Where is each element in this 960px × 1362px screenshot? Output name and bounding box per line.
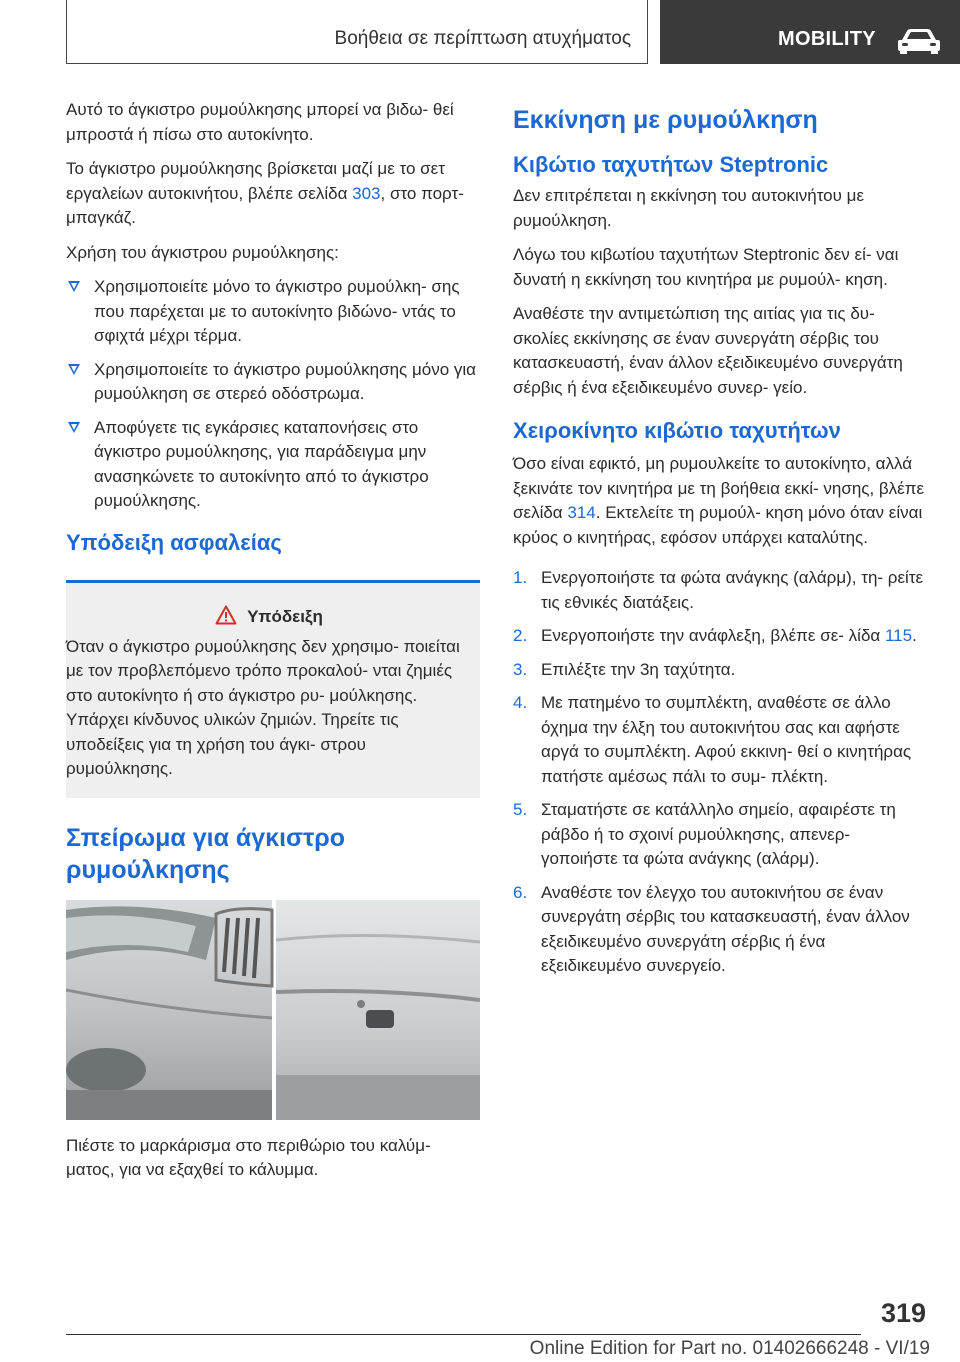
tow-start-heading: Εκκίνηση με ρυμούλκηση [513, 106, 818, 134]
manual-gearbox-paragraph [513, 452, 927, 550]
left-column [66, 98, 480, 1193]
step-number: 3. [513, 659, 528, 679]
intro-paragraph: Αυτό το άγκιστρο ρυμούλκησης μπορεί να βιδω‐ θεί μπροστά ή πίσω στο αυτοκίνητο. [66, 100, 454, 144]
step-text: Αναθέστε τον έλεγχο του αυτοκινήτου σε έναν συνεργάτη σέρβις του κατασκευαστή, έναν άλλον εξειδικευμένο συνεργάτη σέρβις ή ένα εξειδικευμένο συνεργείο. [541, 882, 910, 975]
step-text: Ενεργοποιήστε την ανάφλεξη, βλέπε σε‐ λίδα [541, 626, 885, 645]
car-icon [896, 26, 942, 54]
triangle-bullet-icon [68, 281, 80, 292]
step-text-end: . [912, 626, 917, 645]
triangle-bullet-icon [68, 364, 80, 375]
edition-footer: Online Edition for Part no. 01402666248 - VI/19 [529, 1338, 930, 1359]
steptronic-heading: Κιβώτιο ταχυτήτων Steptronic [513, 152, 829, 177]
usage-heading: Χρήση του άγκιστρου ρυμούλκησης: [66, 242, 339, 262]
tool-kit-text-end: , στο πορτ-μπαγκάζ. [66, 183, 464, 227]
step-text: Με πατημένο το συμπλέκτη, αναθέστε σε άλλο όχημα την έλξη του αυτοκινήτου σας και αφήστε αργά το συμπλέκτη. Αφού εκκινη‐ θεί ο κινητήρας πατήστε αμέσως πάλι το συμ‐ πλέκτη. [541, 693, 912, 786]
footer-divider [66, 1334, 861, 1335]
page-link-115[interactable]: 115 [884, 626, 913, 645]
step-number: 1. [513, 568, 528, 587]
tool-kit-paragraph [66, 157, 480, 231]
list-item [513, 691, 927, 789]
step-number: 5. [513, 800, 528, 819]
steps-list [513, 566, 927, 979]
step-number: 4. [513, 693, 528, 712]
list-item [66, 358, 480, 407]
warning-box [66, 580, 480, 798]
warning-icon [215, 605, 237, 625]
photo-caption: Πιέστε το μαρκάρισμα στο περιθώριο του καλύμ‐ ματος, για να εξαχθεί το κάλυμμα. [66, 1135, 431, 1179]
steptronic-paragraph-3: Αναθέστε την αντιμετώπιση της αιτίας για τις δυ‐ σκολίες εκκίνησης σε έναν συνεργάτη σέρβις του κατασκευαστή, έναν άλλον εξειδικευμένο συνεργάτη σέρβις ή ένα εξειδικευμένο συνερ‐ γείο. [513, 304, 903, 397]
safety-heading: Υπόδειξη ασφαλείας [66, 529, 282, 555]
steptronic-paragraph-2: Λόγω του κιβωτίου ταχυτήτων Steptronic δεν εί‐ ναι δυνατή η εκκίνηση του κινητήρα με ρυμούλ‐ κηση. [513, 245, 899, 289]
list-item [66, 416, 480, 514]
list-item [513, 658, 927, 683]
mobility-label: MOBILITY [778, 28, 876, 50]
manual-gearbox-heading: Χειροκίνητο κιβώτιο ταχυτήτων [513, 418, 841, 443]
warning-header [66, 605, 472, 627]
manual-text: Όσο είναι εφικτό, μη ρυμουλκείτε το αυτοκίνητο, αλλά ξεκινάτε τον κινητήρα με τη βοήθεια εκκί‐ νησης, βλέπε σελίδα [513, 454, 925, 522]
step-number: 6. [513, 882, 528, 902]
page-link-314[interactable]: 314 [567, 503, 596, 522]
usage-list [66, 275, 480, 514]
list-item-text: Χρησιμοποιείτε μόνο το άγκιστρο ρυμούλκη‐ σης που παρέχεται με το αυτοκίνητο βιδώνο‐ ντάς το σφιχτά μέχρι τέρμα. [94, 277, 460, 345]
bumper-photo-drawing [66, 900, 480, 1120]
triangle-bullet-icon [68, 422, 80, 433]
bumper-photo [66, 900, 480, 1120]
warning-title: Υπόδειξη [247, 606, 323, 626]
step-number: 2. [513, 626, 528, 645]
list-item-text: Αποφύγετε τις εγκάρσιες καταπονήσεις στο άγκιστρο ρυμούλκησης, για παράδειγμα μην ανασηκώνετε το αυτοκίνητο από το άγκιστρο ρυμούλκησης. [94, 417, 429, 510]
manual-text-end: . Εκτελείτε τη ρυμούλ‐ κηση μόνο όταν είναι κρύος ο κινητήρας, εφόσον υπάρχει καταλύτης. [513, 503, 923, 547]
header-title-box [66, 0, 648, 64]
steptronic-paragraph-1: Δεν επιτρέπεται η εκκίνηση του αυτοκινήτου με ρυμούλκηση. [513, 186, 865, 230]
page-number: 319 [880, 1298, 926, 1328]
warning-text: Όταν ο άγκιστρο ρυμούλκησης δεν χρησιμο‐ ποιείται με τον προβλεπόμενο τρόπο προκαλού‐ νται ζημιές στο αυτοκίνητο ή στο άγκιστρο ρυ‐ μούλκησης. Υπάρχει κίνδυνος υλικών ζημιών. Τηρείτε τις υποδείξεις για τη χρήση του άγκι‐ στρου ρυμούλκησης. [66, 636, 460, 778]
list-item-text: Χρησιμοποιείτε το άγκιστρο ρυμούλκησης μόνο για ρυμούλκηση σε στερεό οδόστρωμα. [94, 359, 477, 403]
list-item [513, 566, 927, 615]
step-text: Ενεργοποιήστε τα φώτα ανάγκης (αλάρμ), τη‐ ρείτε τις εθνικές διατάξεις. [541, 568, 924, 612]
thread-heading: Σπείρωμα για άγκιστρο ρυμούλκησης [66, 823, 346, 884]
list-item [66, 275, 480, 349]
list-item [513, 798, 927, 872]
tool-kit-text: Το άγκιστρο ρυμούλκησης βρίσκεται μαζί με το σετ εργαλείων αυτοκινήτου, βλέπε σελίδα [66, 159, 445, 203]
list-item [513, 881, 927, 979]
step-text: Επιλέξτε την 3η ταχύτητα. [541, 659, 736, 679]
list-item [513, 624, 927, 649]
right-column [513, 98, 927, 988]
mobility-tab [660, 0, 960, 64]
page-link-303[interactable]: 303 [352, 183, 381, 203]
step-text: Σταματήστε σε κατάλληλο σημείο, αφαιρέστε τη ράβδο ή το σχοινί ρυμούλκησης, απενερ‐ γοποιήστε τα φώτα ανάγκης (αλάρμ). [541, 800, 896, 868]
section-title: Βοήθεια σε περίπτωση ατυχήματος [334, 28, 631, 49]
